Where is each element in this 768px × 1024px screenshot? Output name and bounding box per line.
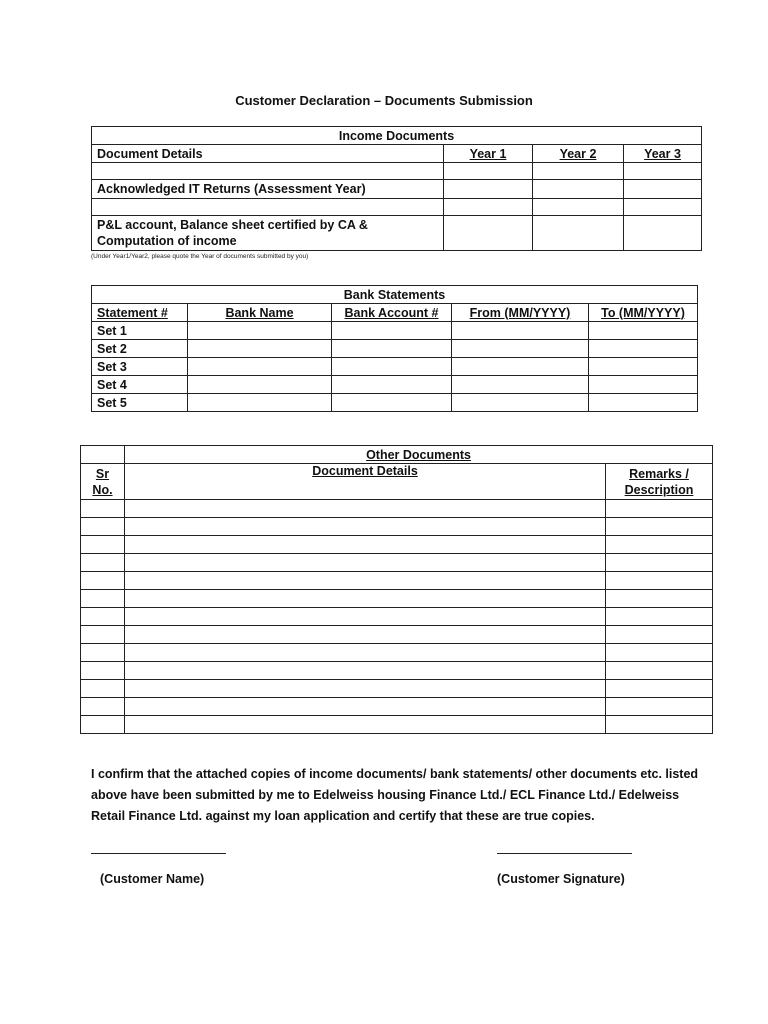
other-remarks-cell[interactable]: [606, 554, 713, 572]
other-sr-cell[interactable]: [81, 680, 125, 698]
other-documents-row: [81, 518, 713, 536]
income-blank-cell[interactable]: [444, 163, 533, 180]
customer-name-label: (Customer Name): [100, 872, 205, 886]
other-sr-cell[interactable]: [81, 698, 125, 716]
other-remarks-cell[interactable]: [606, 626, 713, 644]
bank-from-cell[interactable]: [452, 340, 589, 358]
other-sr-cell[interactable]: [81, 572, 125, 590]
other-documents-row: [81, 644, 713, 662]
income-itr-year1-cell[interactable]: [444, 180, 533, 199]
bank-name-cell[interactable]: [188, 376, 332, 394]
bank-account-cell[interactable]: [332, 394, 452, 412]
other-sr-cell[interactable]: [81, 716, 125, 734]
other-details-cell[interactable]: [125, 626, 606, 644]
other-remarks-cell[interactable]: [606, 680, 713, 698]
customer-signature-line[interactable]: [497, 853, 632, 854]
income-pl-year3-cell[interactable]: [624, 216, 702, 251]
bank-from-cell[interactable]: [452, 322, 589, 340]
income-blank-cell[interactable]: [533, 199, 624, 216]
declaration-text: I confirm that the attached copies of income documents/ bank statements/ other documents etc. listed above have been submitted by me to Edelweiss housing Finance Ltd./ ECL Finance Ltd./ Edelweiss Retail Finance Ltd. against my loan application and certify that these are true copies.: [91, 767, 699, 823]
other-details-cell[interactable]: [125, 590, 606, 608]
bank-name-cell[interactable]: [188, 394, 332, 412]
income-blank-cell[interactable]: [92, 163, 444, 180]
bank-col-bank-name: Bank Name: [188, 304, 332, 322]
other-details-cell[interactable]: [125, 554, 606, 572]
other-details-cell[interactable]: [125, 518, 606, 536]
income-itr-year2-cell[interactable]: [533, 180, 624, 199]
bank-set-label: Set 2: [92, 340, 188, 358]
other-documents-rows: [81, 500, 713, 734]
other-documents-row: [81, 500, 713, 518]
bank-col-bank-account: Bank Account #: [332, 304, 452, 322]
other-sr-cell[interactable]: [81, 644, 125, 662]
income-note: (Under Year1/Year2, please quote the Year of documents submitted by you): [91, 253, 309, 260]
other-details-cell[interactable]: [125, 644, 606, 662]
bank-name-cell[interactable]: [188, 358, 332, 376]
income-row-itr-label: Acknowledged IT Returns (Assessment Year): [92, 180, 444, 199]
income-pl-year2-cell[interactable]: [533, 216, 624, 251]
bank-name-cell[interactable]: [188, 322, 332, 340]
bank-from-cell[interactable]: [452, 376, 589, 394]
bank-account-cell[interactable]: [332, 358, 452, 376]
income-col-year2: Year 2: [533, 145, 624, 163]
income-pl-year1-cell[interactable]: [444, 216, 533, 251]
bank-col-statement: Statement #: [92, 304, 188, 322]
other-documents-row: [81, 608, 713, 626]
income-row-pl-label: P&L account, Balance sheet certified by CA & Computation of income: [92, 216, 444, 251]
bank-from-cell[interactable]: [452, 394, 589, 412]
other-col-remarks: Remarks / Description: [606, 464, 713, 500]
income-blank-cell[interactable]: [92, 199, 444, 216]
other-remarks-cell[interactable]: [606, 590, 713, 608]
bank-name-cell[interactable]: [188, 340, 332, 358]
other-sr-cell[interactable]: [81, 536, 125, 554]
other-remarks-cell[interactable]: [606, 518, 713, 536]
other-documents-row: [81, 680, 713, 698]
other-documents-table: [80, 445, 713, 734]
other-remarks-cell[interactable]: [606, 698, 713, 716]
income-col-year1: Year 1: [444, 145, 533, 163]
bank-to-cell[interactable]: [589, 376, 698, 394]
income-blank-cell[interactable]: [533, 163, 624, 180]
other-sr-cell[interactable]: [81, 662, 125, 680]
income-blank-cell[interactable]: [444, 199, 533, 216]
other-documents-row: [81, 626, 713, 644]
income-col-document-details: Document Details: [92, 145, 444, 163]
other-remarks-cell[interactable]: [606, 536, 713, 554]
other-details-cell[interactable]: [125, 500, 606, 518]
other-details-cell[interactable]: [125, 698, 606, 716]
other-details-cell[interactable]: [125, 662, 606, 680]
bank-to-cell[interactable]: [589, 358, 698, 376]
bank-statements-heading: Bank Statements: [92, 286, 698, 304]
other-col-sr-no: Sr No.: [81, 464, 125, 500]
other-details-cell[interactable]: [125, 716, 606, 734]
bank-set-label: Set 4: [92, 376, 188, 394]
income-documents-heading: Income Documents: [92, 127, 702, 145]
bank-statements-table: [91, 285, 698, 412]
other-details-cell[interactable]: [125, 680, 606, 698]
other-col-document-details: Document Details: [125, 464, 606, 500]
bank-set-label: Set 1: [92, 322, 188, 340]
other-sr-cell[interactable]: [81, 590, 125, 608]
other-remarks-cell[interactable]: [606, 644, 713, 662]
income-itr-year3-cell[interactable]: [624, 180, 702, 199]
income-documents-table: [91, 126, 702, 251]
customer-name-line[interactable]: [91, 853, 226, 854]
other-documents-heading: Other Documents: [125, 446, 713, 464]
other-details-cell[interactable]: [125, 608, 606, 626]
other-remarks-cell[interactable]: [606, 662, 713, 680]
other-documents-row: [81, 572, 713, 590]
other-documents-row: [81, 716, 713, 734]
other-sr-cell[interactable]: [81, 554, 125, 572]
other-sr-cell[interactable]: [81, 608, 125, 626]
page-title: Customer Declaration – Documents Submission: [235, 93, 533, 108]
bank-account-cell[interactable]: [332, 376, 452, 394]
income-col-year3: Year 3: [624, 145, 702, 163]
other-documents-row: [81, 554, 713, 572]
other-remarks-cell[interactable]: [606, 716, 713, 734]
other-sr-cell[interactable]: [81, 518, 125, 536]
other-remarks-cell[interactable]: [606, 572, 713, 590]
other-remarks-cell[interactable]: [606, 608, 713, 626]
customer-signature-label: (Customer Signature): [497, 872, 625, 886]
income-blank-cell[interactable]: [624, 163, 702, 180]
bank-to-cell[interactable]: [589, 340, 698, 358]
other-documents-row: [81, 590, 713, 608]
bank-account-cell[interactable]: [332, 340, 452, 358]
bank-to-cell[interactable]: [589, 322, 698, 340]
income-blank-cell[interactable]: [624, 199, 702, 216]
other-documents-row: [81, 698, 713, 716]
other-documents-row: [81, 662, 713, 680]
bank-set-label: Set 3: [92, 358, 188, 376]
other-details-cell[interactable]: [125, 536, 606, 554]
other-heading-blank: [81, 446, 125, 464]
other-remarks-cell[interactable]: [606, 500, 713, 518]
other-sr-cell[interactable]: [81, 626, 125, 644]
bank-from-cell[interactable]: [452, 358, 589, 376]
bank-col-from: From (MM/YYYY): [452, 304, 589, 322]
bank-set-label: Set 5: [92, 394, 188, 412]
other-details-cell[interactable]: [125, 572, 606, 590]
bank-col-to: To (MM/YYYY): [589, 304, 698, 322]
bank-account-cell[interactable]: [332, 322, 452, 340]
other-sr-cell[interactable]: [81, 500, 125, 518]
bank-to-cell[interactable]: [589, 394, 698, 412]
other-documents-row: [81, 536, 713, 554]
